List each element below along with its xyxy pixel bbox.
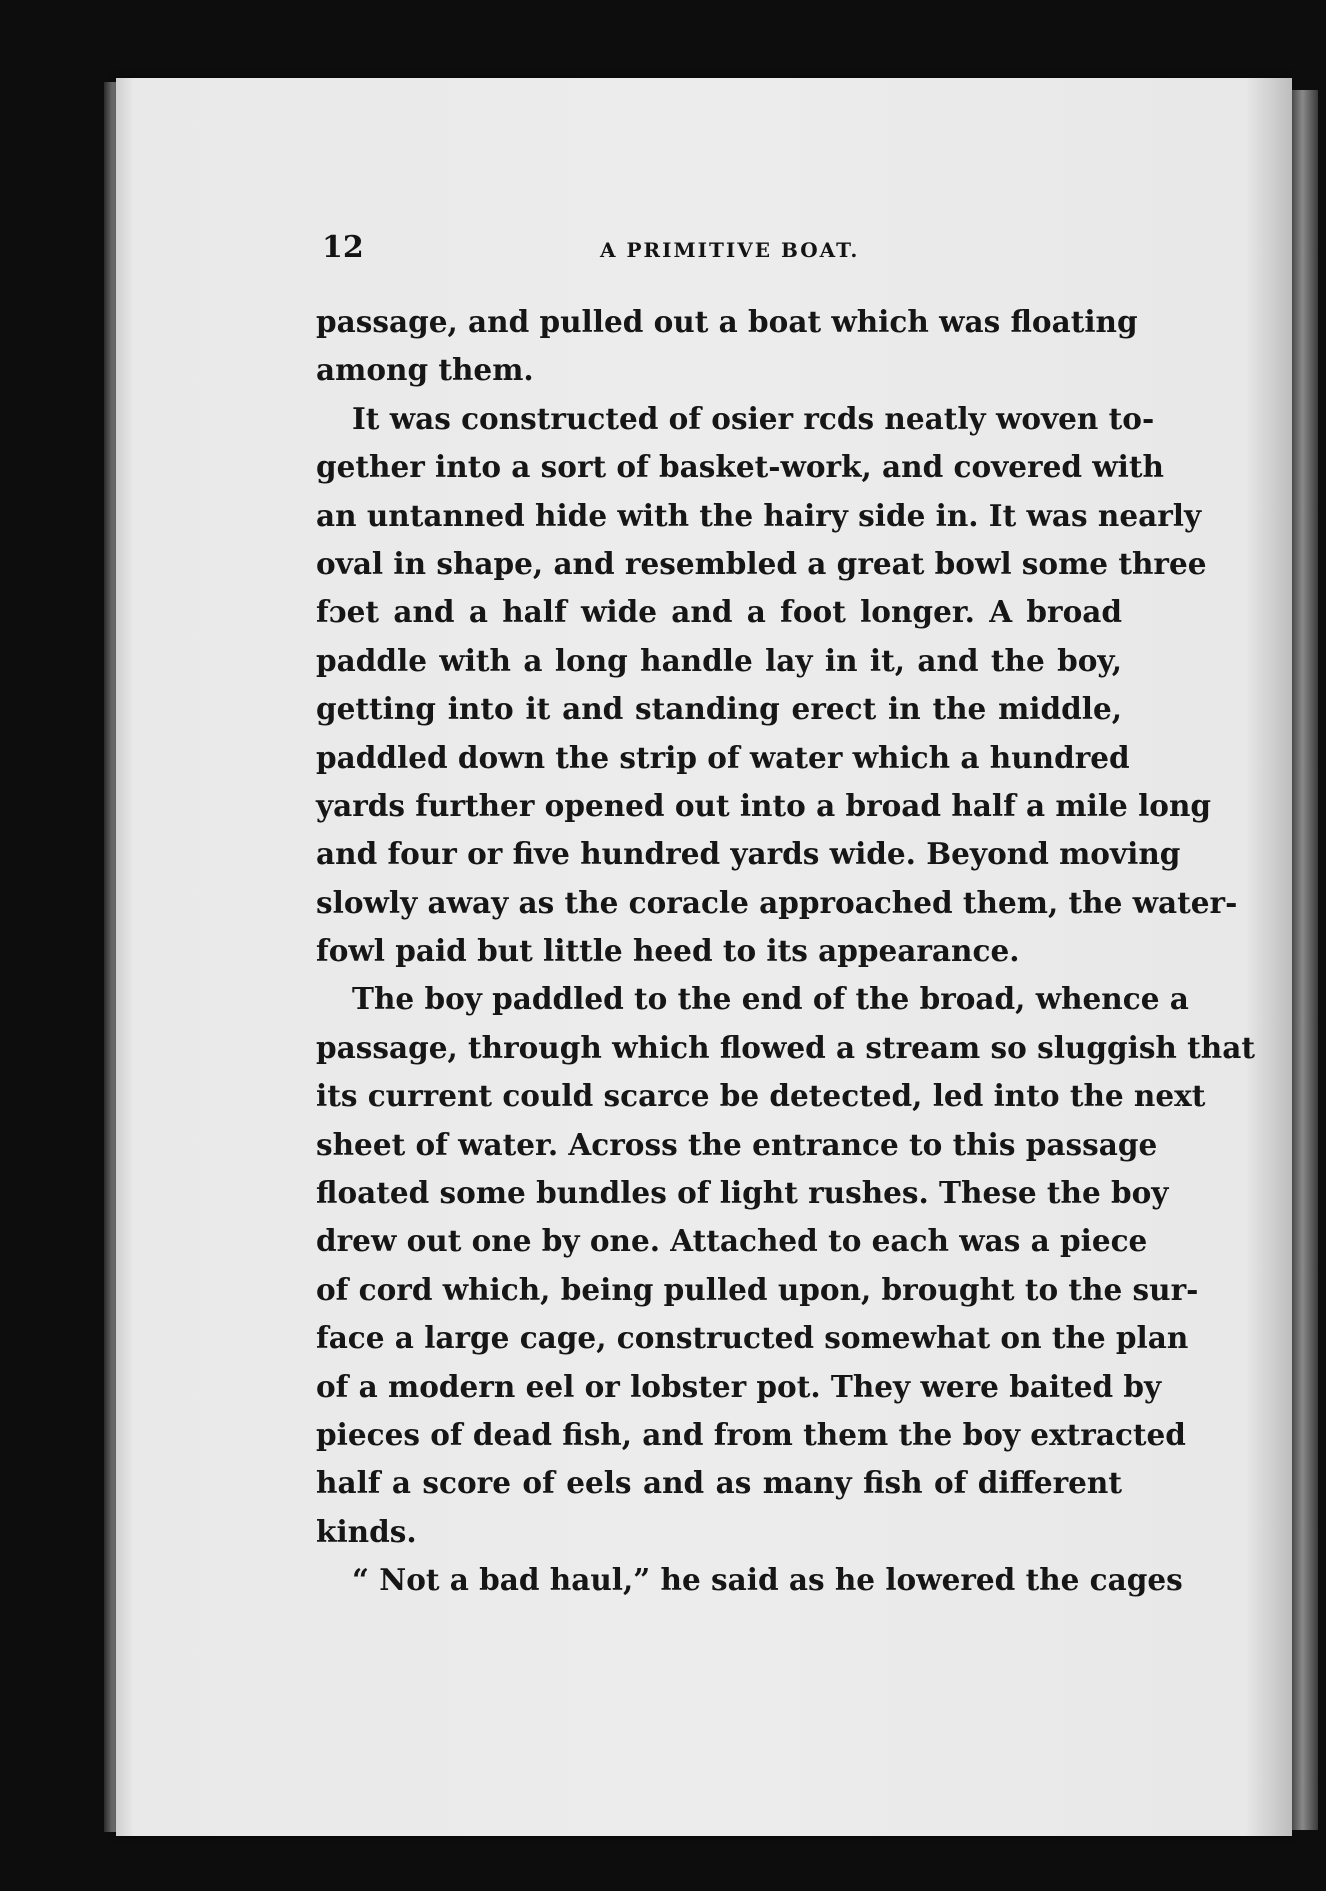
text-line: among them.	[316, 352, 534, 388]
text-line: of cord which, being pulled upon, brought to the sur-	[316, 1271, 1199, 1307]
text-line: drew out one by one. Attached to each was a piece	[316, 1223, 1148, 1259]
text-line: gether into a sort of basket-work, and covered with	[316, 449, 1164, 485]
text-line: sheet of water. Across the entrance to this passage	[316, 1126, 1158, 1162]
text-line: its current could scarce be detected, led into the next	[316, 1078, 1206, 1114]
text-line: fowl paid but little heed to its appearance.	[316, 933, 1020, 969]
text-line: paddled down the strip of water which a hundred	[316, 739, 1130, 775]
paragraph-start-line: It was constructed of osier rcds neatly woven to-	[352, 400, 1155, 436]
text-line: yards further opened out into a broad half a mile long	[316, 787, 1212, 823]
body-text	[316, 298, 1255, 1605]
text-line: oval in shape, and resembled a great bowl some three	[316, 545, 1207, 581]
page-header	[322, 230, 1122, 276]
paragraph-start-line: The boy paddled to the end of the broad, whence a	[352, 981, 1189, 1017]
text-line: face a large cage, constructed somewhat on the plan	[316, 1320, 1189, 1356]
page-number: 12	[322, 230, 364, 265]
page-right-edge	[1292, 90, 1318, 1830]
running-head: A PRIMITIVE BOAT.	[600, 238, 860, 262]
text-line: of a modern eel or lobster pot. They were baited by	[316, 1368, 1162, 1404]
paragraph-start-line: “ Not a bad haul,” he said as he lowered the cages	[352, 1562, 1183, 1598]
text-line: half a score of eels and as many fish of different	[316, 1465, 1122, 1501]
text-line: kinds.	[316, 1513, 417, 1549]
text-line: getting into it and standing erect in the middle,	[316, 691, 1122, 727]
text-line: passage, and pulled out a boat which was floating	[316, 304, 1138, 339]
text-line: pieces of dead fish, and from them the boy extracted	[316, 1416, 1186, 1452]
text-line: an untanned hide with the hairy side in. It was nearly	[316, 497, 1202, 533]
text-line: floated some bundles of light rushes. These the boy	[316, 1175, 1169, 1211]
text-line: paddle with a long handle lay in it, and the boy,	[316, 642, 1122, 678]
text-line: slowly away as the coracle approached them, the water-	[316, 884, 1238, 920]
text-line: passage, through which flowed a stream so sluggish that	[316, 1029, 1255, 1065]
text-line: and four or five hundred yards wide. Beyond moving	[316, 836, 1181, 872]
text-line: fɔet and a half wide and a foot longer. A broad	[316, 594, 1122, 630]
